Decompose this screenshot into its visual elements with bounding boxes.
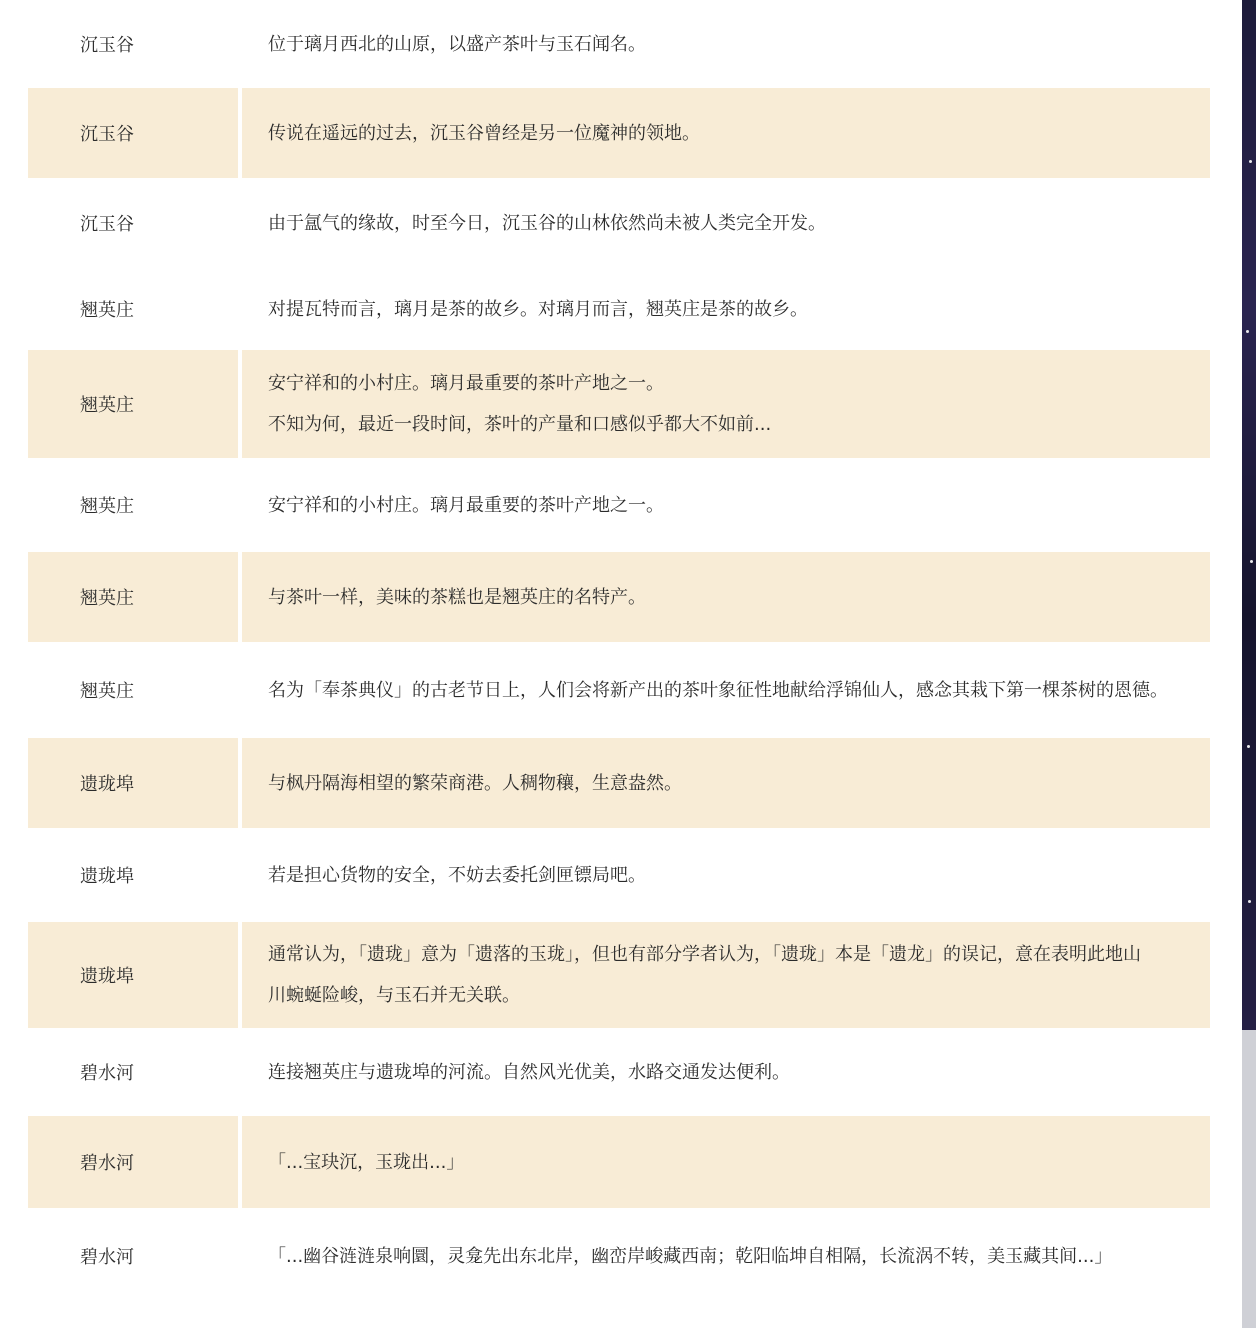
table-row <box>28 922 1210 1028</box>
description-cell <box>242 828 1210 922</box>
description-line: 安宁祥和的小村庄。璃月最重要的茶叶产地之一。 <box>268 373 664 394</box>
location-cell: 碧水河 <box>28 1116 238 1208</box>
table-row <box>28 88 1210 178</box>
description-line: 连接翘英庄与遗珑埠的河流。自然风光优美，水路交通发达便利。 <box>268 1061 790 1083</box>
description-cell <box>242 1028 1210 1116</box>
description-line: 「...宝玦沉，玉珑出...」 <box>268 1151 465 1173</box>
location-cell: 翘英庄 <box>28 350 238 458</box>
table-row <box>28 178 1210 268</box>
description-line: 与枫丹隔海相望的繁荣商港。人稠物穰，生意盎然。 <box>268 772 682 794</box>
table-row <box>28 1028 1210 1116</box>
description-line: 名为「奉茶典仪」的古老节日上，人们会将新产出的茶叶象征性地献给浮锦仙人，感念其栽下第一棵茶树的恩德。 <box>268 679 1168 701</box>
background-edge <box>1242 1030 1256 1328</box>
lore-table <box>24 0 1214 1304</box>
table-row <box>28 1116 1210 1208</box>
table-row <box>28 0 1210 88</box>
table-row <box>28 642 1210 738</box>
description-line: 川蜿蜒险峻，与玉石并无关联。 <box>268 985 520 1006</box>
location-cell: 翘英庄 <box>80 681 134 702</box>
description-line: 「...幽谷涟涟泉响圜，灵龛先出东北岸，幽峦岸峻藏西南；乾阳临坤自相隔，长流涡不转，美玉藏其间...」 <box>268 1245 1113 1267</box>
background-starfield <box>1242 0 1256 1030</box>
description-cell <box>242 552 1210 642</box>
location-cell: 翘英庄 <box>80 300 134 321</box>
location-cell: 翘英庄 <box>80 496 134 517</box>
description-cell <box>242 350 1210 458</box>
location-cell: 遗珑埠 <box>28 738 238 828</box>
location-cell: 沉玉谷 <box>80 214 134 235</box>
location-cell: 遗珑埠 <box>80 866 134 887</box>
description-cell <box>242 0 1210 88</box>
description-cell <box>242 1116 1210 1208</box>
location-cell: 沉玉谷 <box>80 35 134 56</box>
table-row <box>28 268 1210 350</box>
location-cell: 沉玉谷 <box>28 88 238 178</box>
description-line: 位于璃月西北的山原，以盛产茶叶与玉石闻名。 <box>268 33 646 55</box>
description-cell <box>242 922 1210 1028</box>
description-line: 若是担心货物的安全，不妨去委托剑匣镖局吧。 <box>268 864 646 886</box>
description-cell <box>242 178 1210 268</box>
description-cell <box>242 88 1210 178</box>
location-cell: 遗珑埠 <box>28 922 238 1028</box>
description-cell <box>242 1208 1210 1304</box>
table-row <box>28 1208 1210 1304</box>
table-row <box>28 458 1210 552</box>
description-line: 安宁祥和的小村庄。璃月最重要的茶叶产地之一。 <box>268 494 664 516</box>
description-line: 通常认为，「遗珑」意为「遗落的玉珑」，但也有部分学者认为，「遗珑」本是「遗龙」的误记，意在表明此地山 <box>268 944 1141 965</box>
table-row <box>28 552 1210 642</box>
table-row <box>28 350 1210 458</box>
description-line: 传说在遥远的过去，沉玉谷曾经是另一位魔神的领地。 <box>268 122 700 144</box>
description-line: 对提瓦特而言，璃月是茶的故乡。对璃月而言，翘英庄是茶的故乡。 <box>268 298 808 320</box>
table-row <box>28 828 1210 922</box>
description-cell <box>242 642 1210 738</box>
description-line: 与茶叶一样，美味的茶糕也是翘英庄的名特产。 <box>268 586 646 608</box>
location-cell: 碧水河 <box>80 1063 134 1084</box>
location-cell: 碧水河 <box>80 1247 134 1268</box>
description-line: 不知为何，最近一段时间，茶叶的产量和口感似乎都大不如前... <box>268 414 772 435</box>
description-cell <box>242 458 1210 552</box>
table-row <box>28 738 1210 828</box>
location-cell: 翘英庄 <box>28 552 238 642</box>
description-cell <box>242 268 1210 350</box>
description-cell <box>242 738 1210 828</box>
description-line: 由于氲气的缘故，时至今日，沉玉谷的山林依然尚未被人类完全开发。 <box>268 212 826 234</box>
